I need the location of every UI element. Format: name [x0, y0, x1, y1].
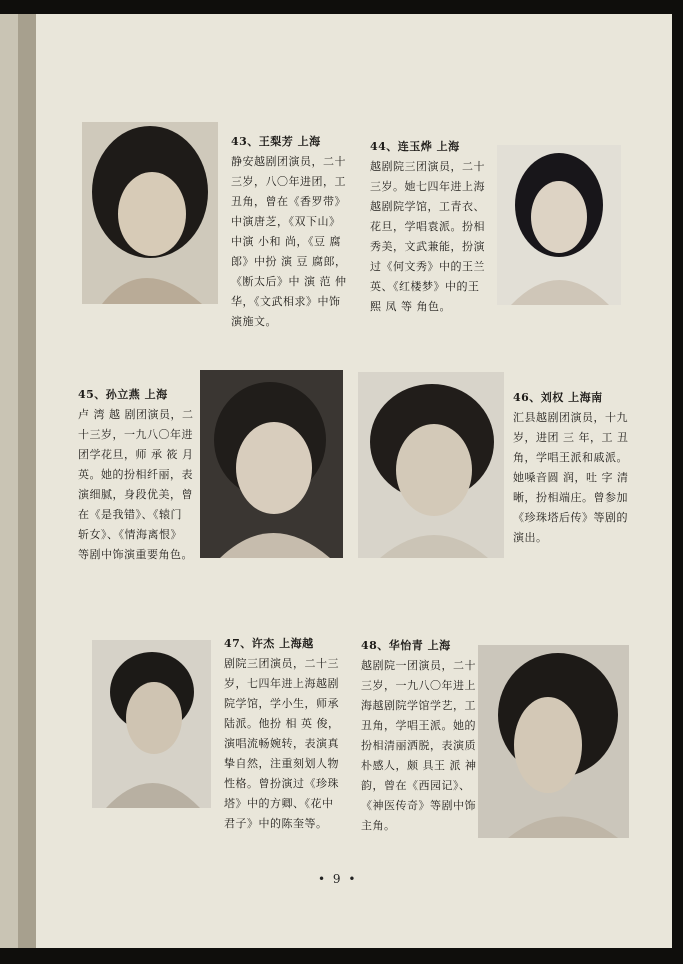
entry-48-line: 《神医传奇》等剧中饰 — [361, 799, 476, 812]
entry-47-line: 演唱流畅婉转，表演真 — [224, 737, 339, 750]
entry-45-line: 在《是我错》、《辕门 — [78, 508, 182, 521]
entry-46 — [513, 388, 629, 548]
entry-48-line: 丑角，学唱王派。她的 — [361, 719, 476, 732]
entry-46-line: 演出。 — [513, 531, 548, 544]
entry-47-line: 君子》中的陈奎等。 — [224, 817, 328, 830]
entry-43-line: 中演 小和 尚，《豆 腐 — [231, 235, 341, 248]
entry-45-line: 演细腻，身段优美，曾 — [78, 488, 193, 501]
entry-44-line: 三岁。她七四年进上海 — [370, 180, 485, 193]
portrait-48-image — [478, 645, 629, 838]
entry-45-line: 卢 湾 越 剧团演员，二 — [78, 408, 194, 421]
portrait-44-image — [497, 145, 621, 305]
portrait-45-image — [200, 370, 343, 558]
book-spine — [18, 14, 36, 948]
entry-43-line: 郎》中扮 演 豆 腐郎， — [231, 255, 347, 268]
entry-43-line: 三岁，八〇年进团，工 — [231, 175, 346, 188]
entry-44-line: 秀美，文武兼能，扮演 — [370, 240, 485, 253]
portrait-photo-43 — [82, 122, 218, 304]
entry-48-line: 扮相清丽洒脱，表演质 — [361, 739, 476, 752]
entry-43-line: 中演唐芝，《双下山》 — [231, 215, 341, 228]
entry-44-line: 越剧院学馆，工青衣、 — [370, 200, 485, 213]
entry-45-line: 十三岁，一九八〇年进 — [78, 428, 193, 441]
entry-43 — [231, 132, 347, 332]
entry-45-line: 斩女》、《情海离恨》 — [78, 528, 182, 541]
entry-44-line: 熙 凤 等 角色。 — [370, 300, 451, 313]
page-number: • 9 • — [318, 872, 358, 886]
entry-43-line: 《断太后》中 演 范 仲 — [231, 275, 347, 288]
portrait-46-image — [358, 372, 504, 558]
portrait-photo-46 — [358, 372, 504, 558]
entry-48-line: 48、华怡青 上海 — [361, 639, 451, 652]
entry-43-line: 43、王梨芳 上海 — [231, 135, 321, 148]
entry-48-line: 韵，曾在《西园记》、 — [361, 779, 471, 792]
entry-43-line: 丑角，曾在《香罗带》 — [231, 195, 346, 208]
entry-43-line: 演施文。 — [231, 315, 277, 328]
entry-47-line: 挚自然，注重刻划人物 — [224, 757, 339, 770]
entry-46-line: 岁，进团 三 年，工 丑 — [513, 431, 629, 444]
entry-46-line: 46、刘权 上海南 — [513, 391, 603, 404]
entry-48-line: 海越剧院学馆学艺，工 — [361, 699, 476, 712]
entry-46-line: 晰，扮相端庄。曾参加 — [513, 491, 628, 504]
entry-46-line: 汇县越剧团演员，十九 — [513, 411, 628, 424]
portrait-photo-48 — [478, 645, 629, 838]
entry-47-line: 47、许杰 上海越 — [224, 637, 314, 650]
entry-48-line: 越剧院一团演员，二十 — [361, 659, 476, 672]
entry-48-line: 主角。 — [361, 819, 396, 832]
entry-44-line: 英、《红楼梦》中的王 — [370, 280, 480, 293]
entry-44-line: 44、连玉烨 上海 — [370, 140, 460, 153]
entry-47-line: 陆派。他扮 相 英 俊， — [224, 717, 340, 730]
entry-44 — [370, 137, 485, 317]
entry-43-line: 静安越剧团演员，二十 — [231, 155, 346, 168]
entry-47-line: 剧院三团演员，二十三 — [224, 657, 339, 670]
portrait-47-image — [92, 640, 211, 808]
entry-45-line: 英。她的扮相纤丽，表 — [78, 468, 193, 481]
entry-45-line: 45、孙立燕 上海 — [78, 388, 168, 401]
entry-46-line: 她嗓音圆 润，吐 字 清 — [513, 471, 629, 484]
entry-45-line: 团学花旦，师 承 筱 月 — [78, 448, 194, 461]
entry-43-line: 华，《文武相求》中饰 — [231, 295, 341, 308]
portrait-photo-47 — [92, 640, 211, 808]
entry-48-line: 三岁，一九八〇年进上 — [361, 679, 476, 692]
entry-46-line: 《珍珠塔后传》等剧的 — [513, 511, 628, 524]
portrait-photo-45 — [200, 370, 343, 558]
entry-47-line: 塔》中的方卿、《花中 — [224, 797, 334, 810]
entry-48-line: 朴感人，颇 具王 派 神 — [361, 759, 477, 772]
entry-46-line: 角，学唱王派和戚派。 — [513, 451, 628, 464]
entry-47 — [224, 634, 340, 834]
entry-45-line: 等剧中饰演重要角色。 — [78, 548, 193, 561]
entry-44-line: 花旦，学唱袁派。扮相 — [370, 220, 485, 233]
portrait-43-image — [82, 122, 218, 304]
entry-44-line: 过《何文秀》中的王兰 — [370, 260, 485, 273]
entry-47-line: 院学馆，学小生，师承 — [224, 697, 339, 710]
entry-48 — [361, 636, 477, 836]
entry-47-line: 岁，七四年进上海越剧 — [224, 677, 339, 690]
portrait-photo-44 — [497, 145, 621, 305]
entry-44-line: 越剧院三团演员，二十 — [370, 160, 485, 173]
entry-47-line: 性格。曾扮演过《珍珠 — [224, 777, 339, 790]
entry-45 — [78, 385, 194, 565]
